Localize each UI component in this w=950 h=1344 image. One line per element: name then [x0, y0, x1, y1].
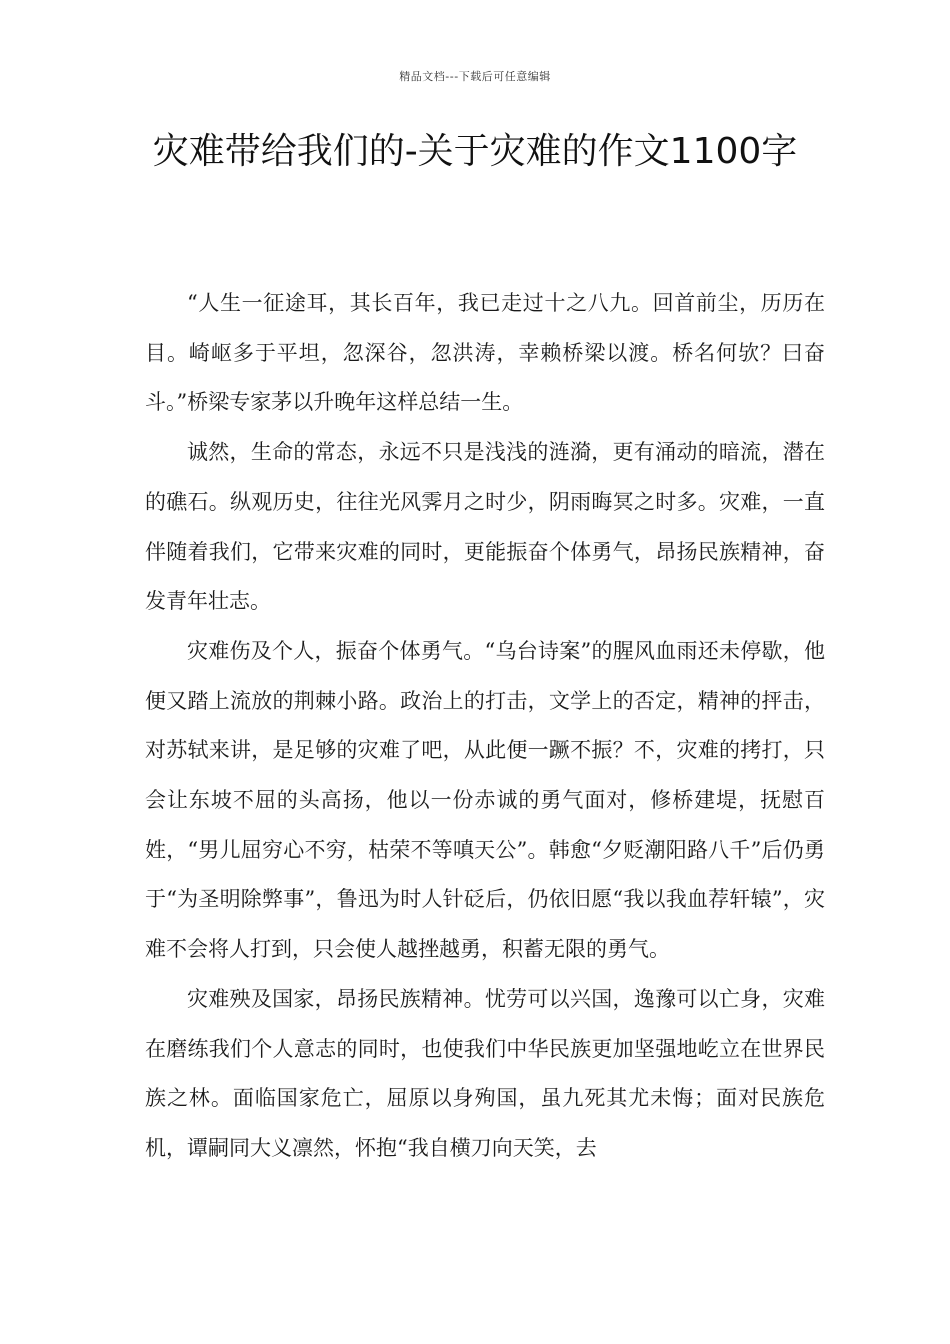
paragraph-2: 诚然，生命的常态，永远不只是浅浅的涟漪，更有涌动的暗流，潜在的礁石。纵观历史，往往光风霁月之时少，阴雨晦冥之时多。灾难，一直伴随着我们，它带来灾难的同时，更能振奋个体勇气，昂扬民族精神，奋发青年壮志。: [145, 440, 825, 614]
page-title: 灾难带给我们的-关于灾难的作文1100字: [152, 131, 798, 172]
paragraph-3: 灾难伤及个人，振奋个体勇气。“乌台诗案”的腥风血雨还未停歇，他便又踏上流放的荆棘小路。政治上的打击，文学上的否定，精神的抨击，对苏轼来讲，是足够的灾难了吧，从此便一蹶不振？不，灾难的拷打，只会让东坡不屈的头高扬，他以一份赤诚的勇气面对，修桥建堤，抚慰百姓，“男儿屈穷心不穷，枯荣不等嗔天公”。韩愈“夕贬潮阳路八千”后仍勇于“为圣明除弊事”，鲁迅为时人针砭后，仍依旧愿“我以我血荐轩辕”，灾难不会将人打到，只会使人越挫越勇，积蓄无限的勇气。: [145, 638, 825, 962]
paragraph-4: 灾难殃及国家，昂扬民族精神。忧劳可以兴国，逸豫可以亡身，灾难在磨练我们个人意志的同时，也使我们中华民族更加坚强地屹立在世界民族之林。面临国家危亡，屈原以身殉国，虽九死其尤未悔；面对民族危机，谭嗣同大义凛然，怀抱“我自横刀向天笑，去: [145, 986, 825, 1160]
article-body: [145, 279, 825, 1174]
header-note: 精品文档---下载后可任意编辑: [399, 70, 551, 83]
paragraph-1: “人生一征途耳，其长百年，我已走过十之八九。回首前尘，历历在目。崎岖多于平坦，忽深谷，忽洪涛，幸赖桥梁以渡。桥名何欤？曰奋斗。”桥梁专家茅以升晚年这样总结一生。: [145, 291, 825, 415]
